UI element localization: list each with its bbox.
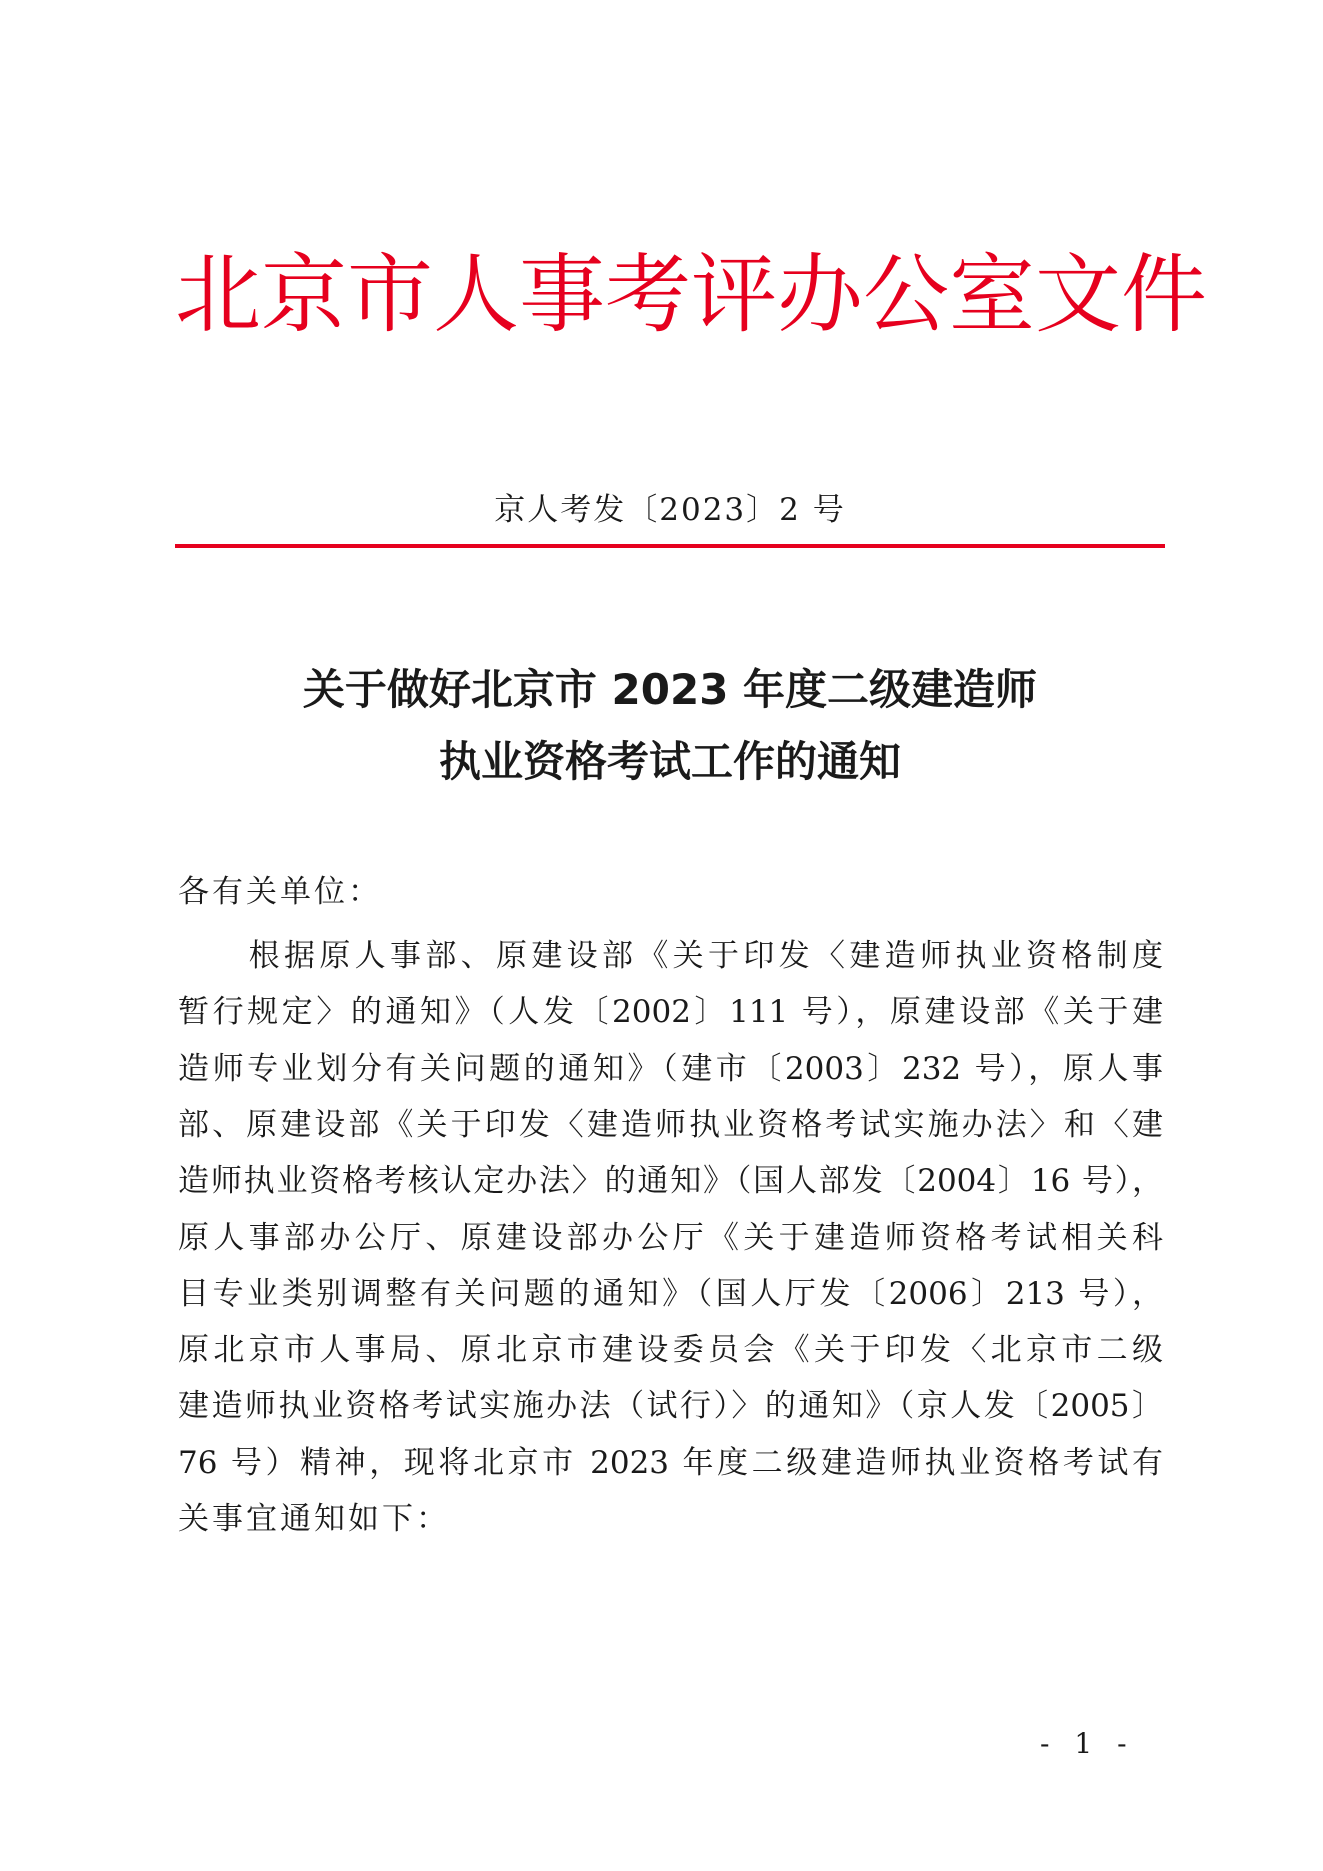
notice-title-line-2: 执业资格考试工作的通知 (438, 737, 901, 786)
issuing-office-header: 北京市人事考评办公室文件 (175, 245, 1207, 345)
red-divider-rule (175, 544, 1165, 548)
body-line: 建造师执业资格考试实施办法（试行）〉的通知》（京人发〔2005〕 (178, 1388, 1163, 1424)
body-line: 暂行规定〉的通知》（人发〔2002〕111 号），原建设部《关于建 (178, 994, 1163, 1030)
body-line: 76 号）精神，现将北京市 2023 年度二级建造师执业资格考试有 (178, 1445, 1163, 1481)
body-line: 根据原人事部、原建设部《关于印发〈建造师执业资格制度 (178, 938, 1163, 974)
salutation: 各有关单位： (178, 874, 382, 910)
body-line: 原北京市人事局、原北京市建设委员会《关于印发〈北京市二级 (178, 1332, 1163, 1368)
body-line: 部、原建设部《关于印发〈建造师执业资格考试实施办法〉和〈建 (178, 1107, 1163, 1143)
page-number: - 1 - (1040, 1727, 1135, 1760)
body-line: 造师专业划分有关问题的通知》（建市〔2003〕232 号），原人事 (178, 1051, 1163, 1087)
body-line: 关事宜通知如下： (178, 1501, 450, 1537)
body-line: 原人事部办公厅、原建设部办公厅《关于建造师资格考试相关科 (178, 1220, 1163, 1256)
body-line: 造师执业资格考核认定办法〉的通知》（国人部发〔2004〕16 号）， (178, 1163, 1163, 1199)
document-number: 京人考发〔2023〕2 号 (494, 492, 846, 528)
notice-title-line-1: 关于做好北京市 2023 年度二级建造师 (302, 665, 1038, 714)
body-line: 目专业类别调整有关问题的通知》（国人厅发〔2006〕213 号）， (178, 1276, 1163, 1312)
